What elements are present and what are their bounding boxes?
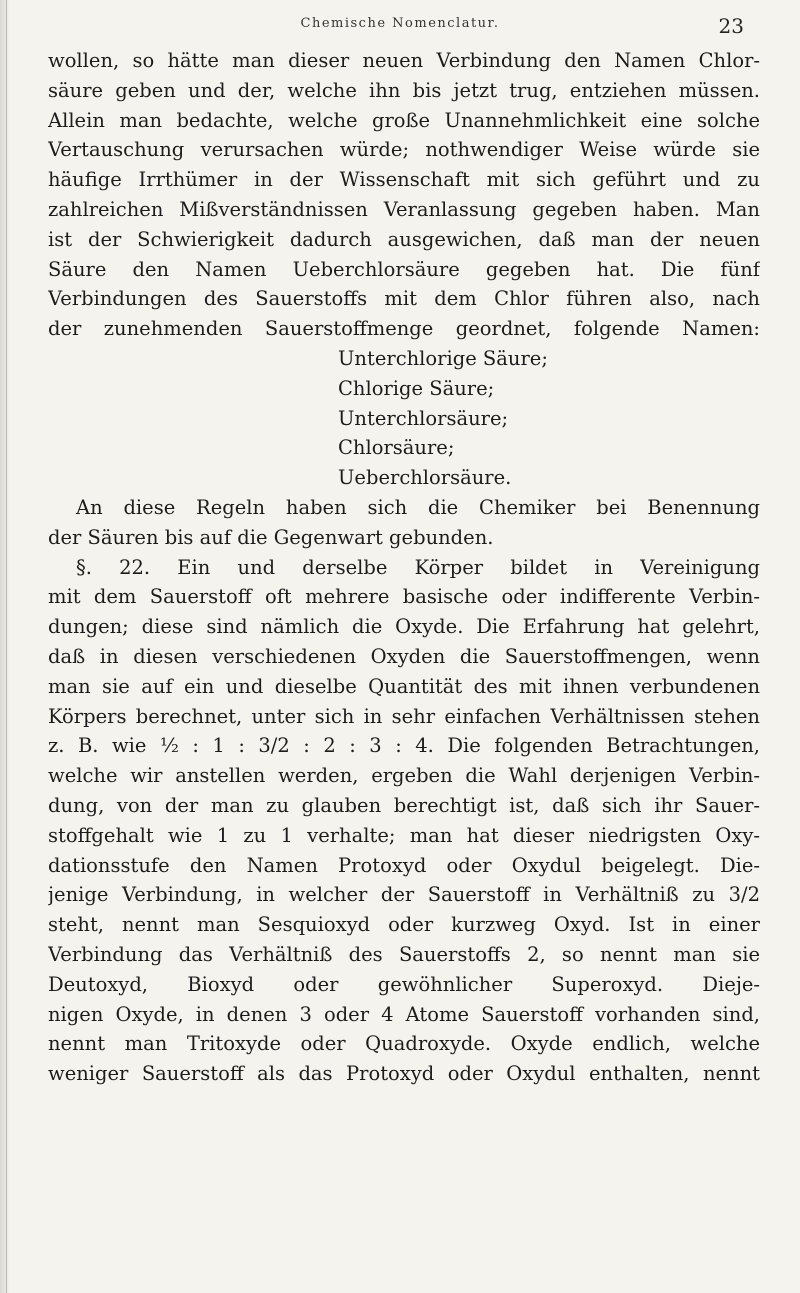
binding-line [6,0,7,1293]
text-line: steht, nennt man Sesquioxyd oder kurzweg Oxyd. Ist in einer [48,913,760,937]
body-text [48,46,760,1089]
text-line: stoffgehalt wie 1 zu 1 verhalte; man hat dieser niedrigsten Oxy- [48,823,760,847]
text-line: An diese Regeln haben sich die Chemiker bei Benennung [76,495,760,519]
section-heading-line: §. 22. Ein und derselbe Körper bildet in Vereinigung [76,555,760,579]
acid-list-item: Chlorige Säure; [338,376,495,400]
text-line: der zunehmenden Sauerstoffmenge geordnet, folgende Namen: [48,317,760,341]
text-line: nennt man Tritoxyde oder Quadroxyde. Oxyde endlich, welche [48,1032,760,1056]
text-line: weniger Sauerstoff als das Protoxyd oder Oxydul enthalten, nennt [48,1062,760,1086]
text-line: Allein man bedachte, welche große Unannehmlichkeit eine solche [48,108,760,132]
text-line: Verbindungen des Sauerstoffs mit dem Chlor führen also, nach [48,287,760,311]
text-line: dung, von der man zu glauben berechtigt ist, daß sich ihr Sauer- [48,793,760,817]
text-line: nigen Oxyde, in denen 3 oder 4 Atome Sauerstoff vorhanden sind, [48,1002,760,1026]
text-line: daß in diesen verschiedenen Oxyden die Sauerstoffmengen, wenn [48,644,760,668]
acid-list-item: Unterchlorsäure; [338,406,509,430]
text-line: wollen, so hätte man dieser neuen Verbindung den Namen Chlor- [48,49,760,72]
text-line: ist der Schwierigkeit dadurch ausgewichen, daß man der neuen [48,227,760,251]
text-line: häufige Irrthümer in der Wissenschaft mit sich geführt und zu [48,168,760,192]
acid-list-item: Unterchlorige Säure; [338,346,548,370]
text-line: zahlreichen Mißverständnissen Veranlassung gegeben haben. Man [48,197,760,221]
page-number: 23 [718,14,744,38]
acid-list-item: Ueberchlorsäure. [338,466,512,490]
text-line: Vertauschung verursachen würde; nothwendiger Weise würde sie [48,138,760,162]
acid-list-item: Chlorsäure; [338,436,455,460]
text-line: welche wir anstellen werden, ergeben die Wahl derjenigen Verbin- [48,764,760,788]
text-line: säure geben und der, welche ihn bis jetzt trug, entziehen müssen. [48,78,760,102]
text-line: man sie auf ein und dieselbe Quantität des mit ihnen verbundenen [48,674,760,698]
text-line: z. B. wie ½ : 1 : 3/2 : 2 : 3 : 4. Die folgenden Betrachtungen, [48,734,760,758]
text-line: mit dem Sauerstoff oft mehrere basische oder indifferente Verbin- [48,585,760,609]
text-line: Deutoxyd, Bioxyd oder gewöhnlicher Superoxyd. Dieje- [48,972,760,996]
running-title: Chemische Nomenclatur. [300,16,500,31]
page-binding-edge [0,0,10,1293]
running-head [0,14,800,42]
text-line: Körpers berechnet, unter sich in sehr einfachen Verhältnissen stehen [48,704,760,728]
text-line: dungen; diese sind nämlich die Oxyde. Die Erfahrung hat gelehrt, [48,615,760,639]
text-line: Verbindung das Verhältniß des Sauerstoffs 2, so nennt man sie [48,942,760,966]
text-line: der Säuren bis auf die Gegenwart gebunden. [48,525,494,549]
text-line: Säure den Namen Ueberchlorsäure gegeben hat. Die fünf [48,257,760,281]
text-line: dationsstufe den Namen Protoxyd oder Oxydul beigelegt. Die- [48,853,760,877]
text-line: jenige Verbindung, in welcher der Sauerstoff in Verhältniß zu 3/2 [48,883,760,907]
